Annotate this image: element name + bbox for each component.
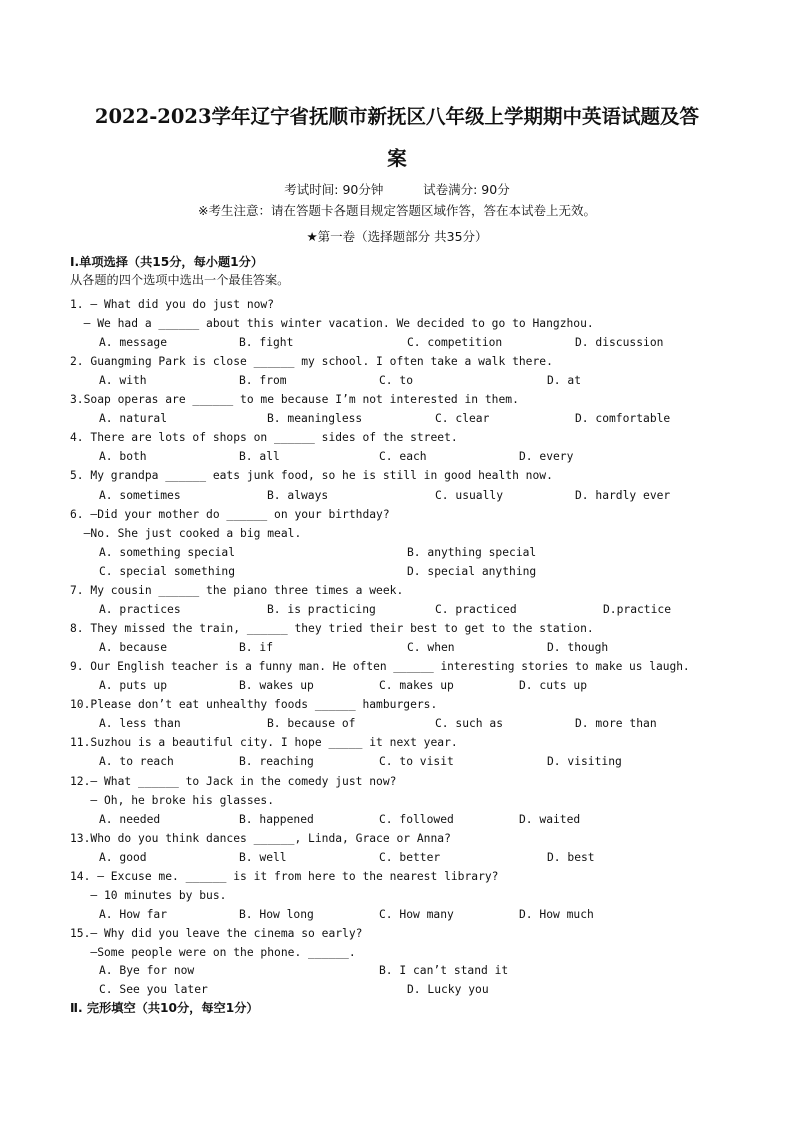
question-7-stem: 7. My cousin ______ the piano three times a week. [70, 584, 404, 597]
question-13-stem: 13.Who do you think dances ______, Linda, Grace or Anna? [70, 832, 451, 845]
question-5-option-c: C. usually [435, 489, 504, 502]
question-10-option-c: C. such as [435, 717, 504, 730]
question-11-option-c: C. to visit [379, 755, 454, 768]
question-1-stem-2: — We had a ______ about this winter vacation. We decided to go to Hangzhou. [70, 317, 594, 330]
question-9-option-b: B. wakes up [239, 679, 314, 692]
exam-info: 考试时间: 90分钟 试卷满分: 90分 [284, 182, 510, 197]
question-8-option-c: C. when [407, 641, 455, 654]
question-11-option-a: A. to reach [99, 755, 174, 768]
question-15-stem: 15.— Why did you leave the cinema so early? [70, 927, 363, 940]
exam-title-line2: 案 [387, 147, 407, 170]
question-1-stem: 1. — What did you do just now? [70, 298, 275, 311]
question-12-option-b: B. happened [239, 813, 314, 826]
question-15-option-d: D. Lucky you [407, 983, 489, 996]
question-3-stem: 3.Soap operas are ______ to me because I’m not interested in them. [70, 393, 519, 406]
exam-notice: ※考生注意：请在答题卡各题目规定答题区域作答，答在本试卷上无效。 [198, 203, 596, 218]
question-1-option-c: C. competition [407, 336, 503, 349]
question-8-option-d: D. though [547, 641, 609, 654]
question-12-option-c: C. followed [379, 813, 454, 826]
question-15-option-b: B. I can’t stand it [379, 964, 509, 977]
question-9-option-d: D. cuts up [519, 679, 588, 692]
question-14-option-c: C. How many [379, 908, 454, 921]
question-2-option-d: D. at [547, 374, 582, 387]
question-13-option-a: A. good [99, 851, 147, 864]
question-5-stem: 5. My grandpa ______ eats junk food, so he is still in good health now. [70, 469, 553, 482]
question-9-option-c: C. makes up [379, 679, 454, 692]
question-11-stem: 11.Suzhou is a beautiful city. I hope _____ it next year. [70, 736, 458, 749]
question-4-option-d: D. every [519, 450, 574, 463]
question-12-stem-2: — Oh, he broke his glasses. [70, 794, 275, 807]
question-5-option-d: D. hardly ever [575, 489, 671, 502]
volume-heading: ★第一卷（选择题部分 共35分） [306, 229, 488, 244]
question-14-stem: 14. — Excuse me. ______ is it from here to the nearest library? [70, 870, 499, 883]
section2-heading: Ⅱ. 完形填空（共10分，每空1分） [70, 1001, 259, 1015]
question-5-option-a: A. sometimes [99, 489, 181, 502]
question-1-option-b: B. fight [239, 336, 294, 349]
question-10-stem: 10.Please don’t eat unhealthy foods ______ hamburgers. [70, 698, 438, 711]
question-3-option-b: B. meaningless [267, 412, 363, 425]
question-4-option-c: C. each [379, 450, 427, 463]
question-5-option-b: B. always [267, 489, 329, 502]
question-10-option-b: B. because of [267, 717, 356, 730]
question-6-option-b: B. anything special [407, 546, 537, 559]
question-10-option-d: D. more than [575, 717, 657, 730]
question-15-stem-2: —Some people were on the phone. ______. [70, 946, 356, 959]
question-12-stem: 12.— What ______ to Jack in the comedy just now? [70, 775, 397, 788]
question-7-option-b: B. is practicing [267, 603, 376, 616]
question-6-option-a: A. something special [99, 546, 236, 559]
question-12-option-a: A. needed [99, 813, 161, 826]
question-14-option-d: D. How much [519, 908, 594, 921]
question-6-stem-2: —No. She just cooked a big meal. [70, 527, 302, 540]
question-4-stem: 4. There are lots of shops on ______ sides of the street. [70, 431, 458, 444]
question-13-option-d: D. best [547, 851, 595, 864]
question-2-stem: 2. Guangming Park is close ______ my school. I often take a walk there. [70, 355, 553, 368]
question-15-option-c: C. See you later [99, 983, 208, 996]
question-9-stem: 9. Our English teacher is a funny man. He often ______ interesting stories to make us laugh. [70, 660, 690, 673]
question-14-option-b: B. How long [239, 908, 314, 921]
question-6-stem: 6. —Did your mother do ______ on your birthday? [70, 508, 390, 521]
exam-title-line1: 2022-2023学年辽宁省抚顺市新抚区八年级上学期期中英语试题及答 [94, 105, 700, 128]
question-11-option-d: D. visiting [547, 755, 622, 768]
question-4-option-a: A. both [99, 450, 147, 463]
question-11-option-b: B. reaching [239, 755, 314, 768]
question-9-option-a: A. puts up [99, 679, 168, 692]
question-1-option-a: A. message [99, 336, 168, 349]
section1-heading: Ⅰ.单项选择（共15分，每小题1分） [70, 255, 264, 269]
question-2-option-b: B. from [239, 374, 287, 387]
question-6-option-c: C. special something [99, 565, 236, 578]
question-3-option-d: D. comfortable [575, 412, 671, 425]
question-2-option-a: A. with [99, 374, 147, 387]
question-3-option-c: C. clear [435, 412, 490, 425]
question-14-stem-2: — 10 minutes by bus. [70, 889, 227, 902]
question-8-option-a: A. because [99, 641, 168, 654]
question-8-option-b: B. if [239, 641, 274, 654]
section1-instruction: 从各题的四个选项中选出一个最佳答案。 [70, 273, 290, 287]
question-14-option-a: A. How far [99, 908, 168, 921]
question-7-option-a: A. practices [99, 603, 181, 616]
question-15-option-a: A. Bye for now [99, 964, 195, 977]
question-1-option-d: D. discussion [575, 336, 664, 349]
question-6-option-d: D. special anything [407, 565, 537, 578]
question-3-option-a: A. natural [99, 412, 168, 425]
question-2-option-c: C. to [379, 374, 414, 387]
question-10-option-a: A. less than [99, 717, 181, 730]
question-12-option-d: D. waited [519, 813, 581, 826]
question-7-option-c: C. practiced [435, 603, 517, 616]
question-13-option-b: B. well [239, 851, 287, 864]
question-13-option-c: C. better [379, 851, 441, 864]
question-7-option-d: D.practice [603, 603, 672, 616]
question-4-option-b: B. all [239, 450, 280, 463]
question-8-stem: 8. They missed the train, ______ they tried their best to get to the station. [70, 622, 594, 635]
